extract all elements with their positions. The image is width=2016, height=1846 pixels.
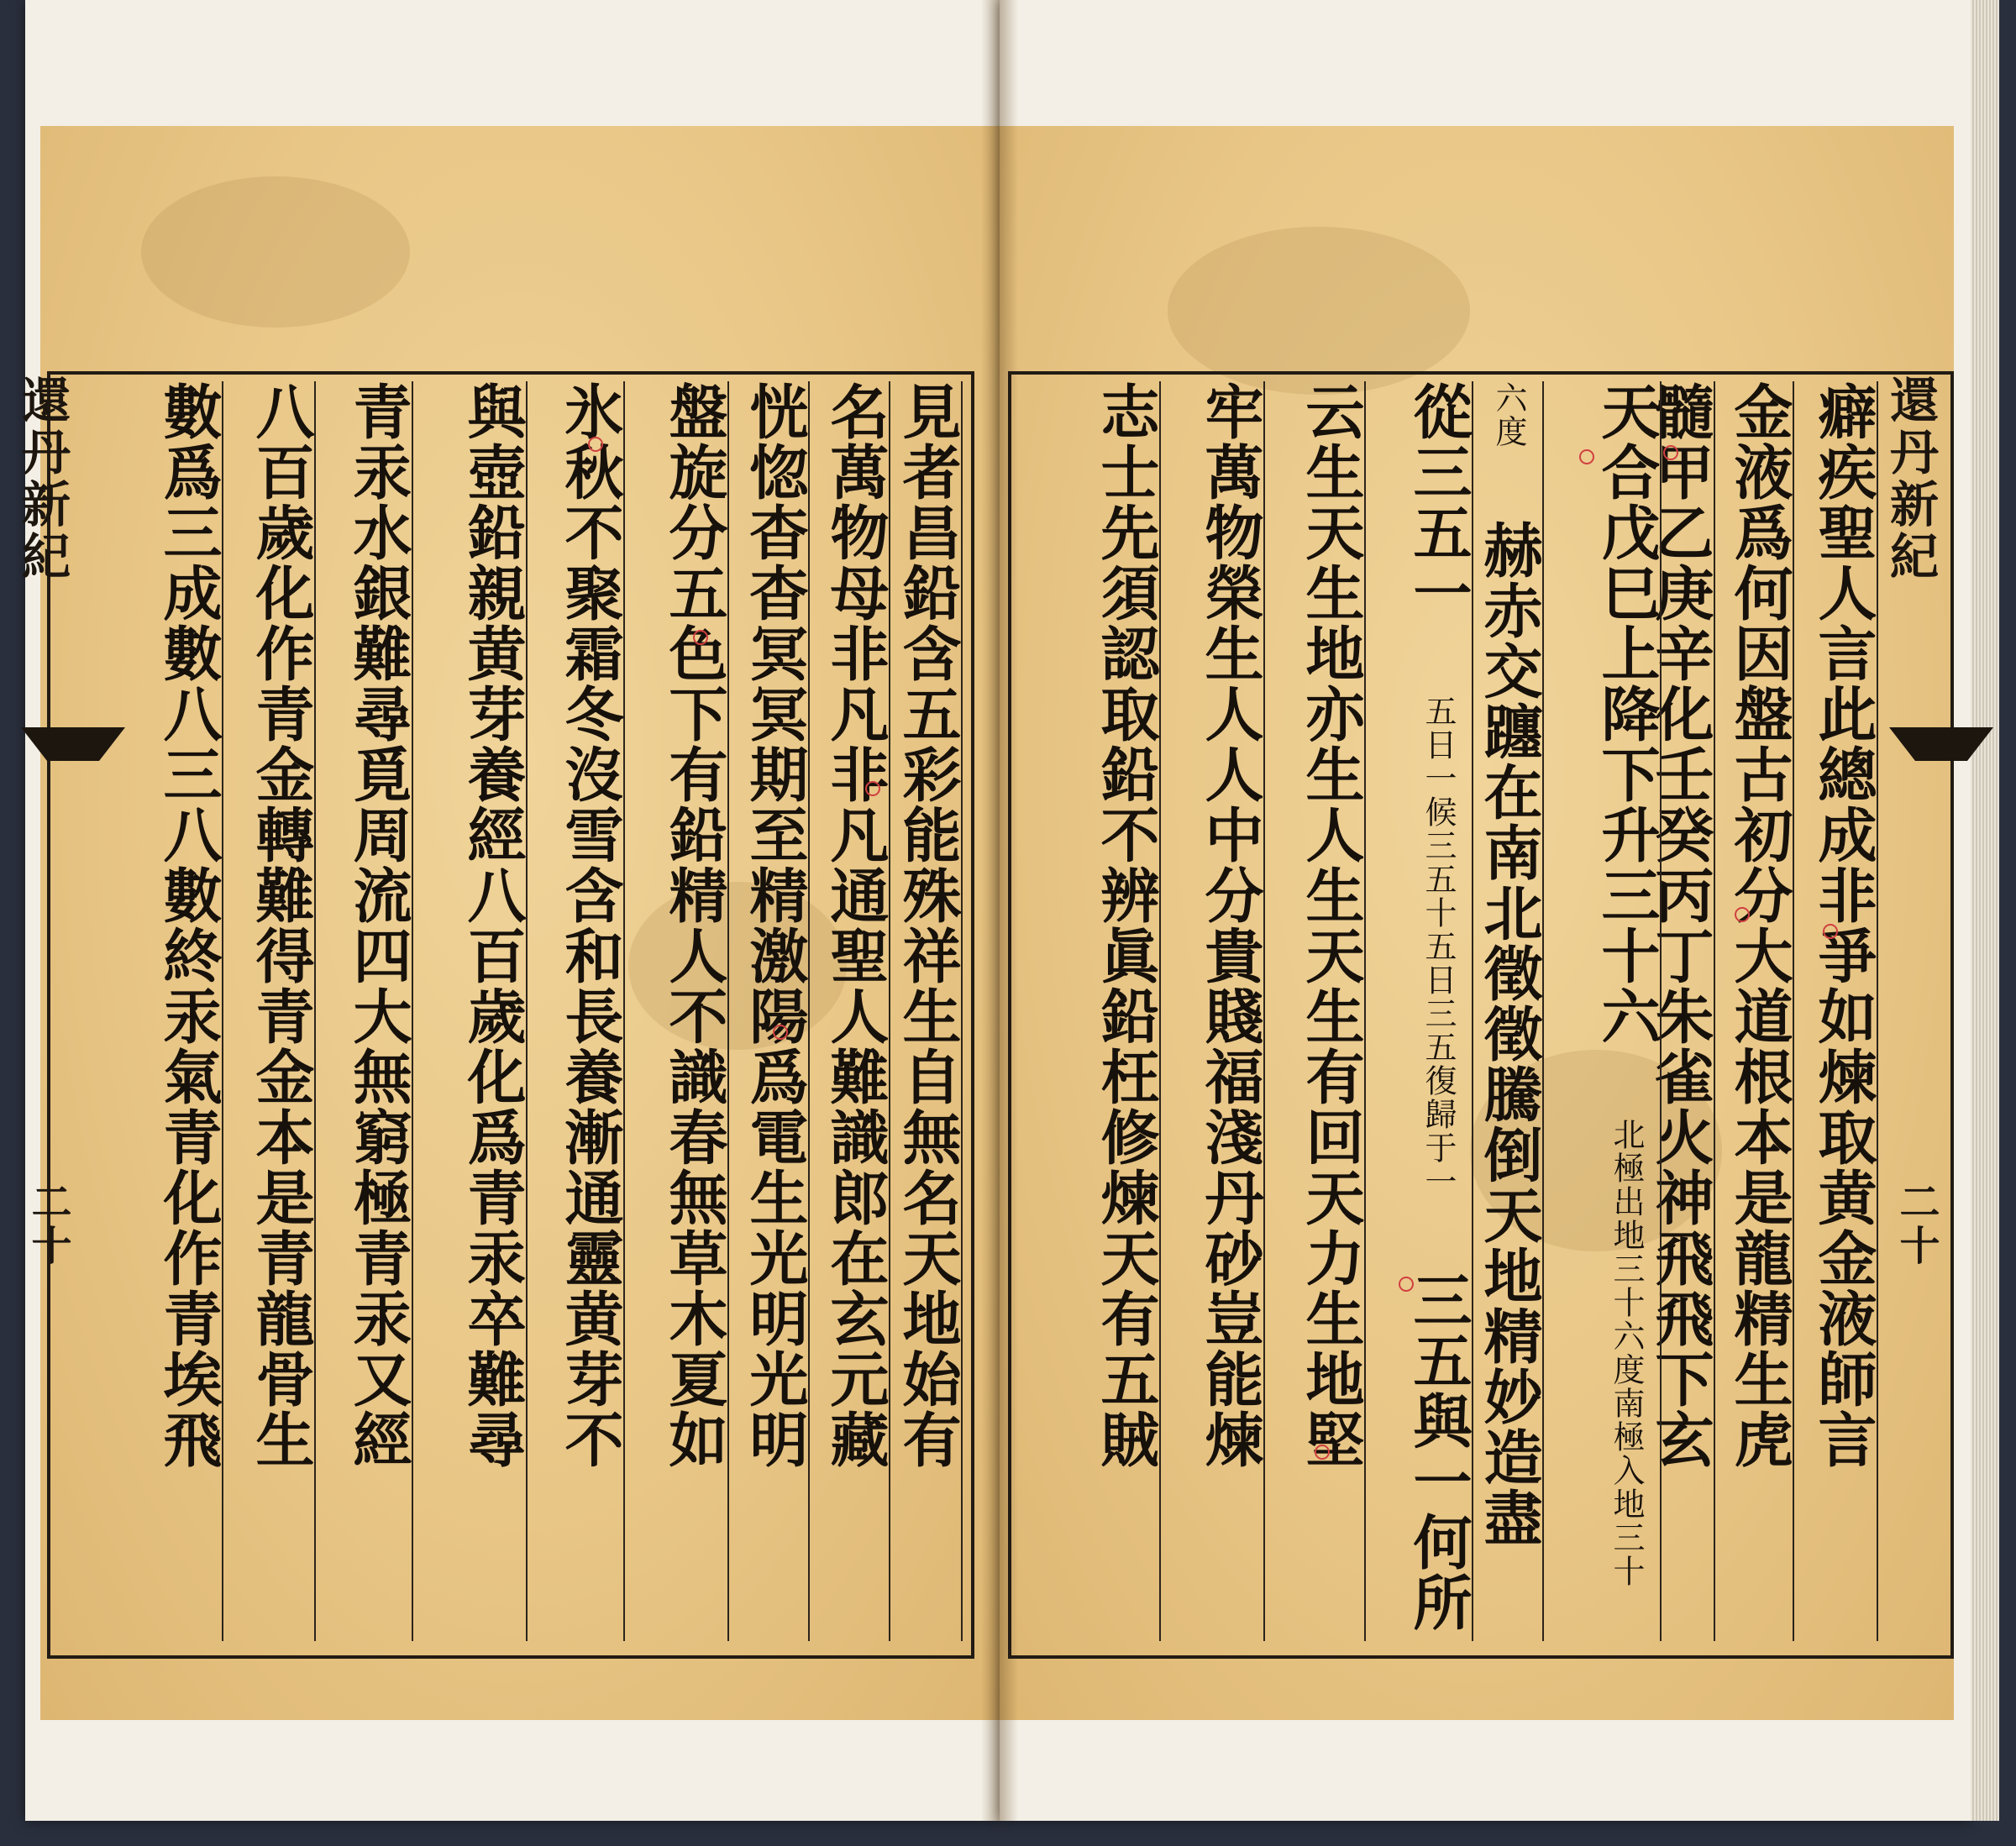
red-punctuation-mark [865, 781, 880, 796]
red-punctuation-mark [1823, 924, 1838, 939]
red-punctuation-mark [693, 630, 708, 645]
red-punctuation-mark [1315, 1445, 1330, 1460]
red-punctuation-mark [588, 437, 603, 452]
text-column [155, 381, 223, 1641]
text-column [1725, 381, 1794, 1641]
right-margin-leaf-text: 二十 [1893, 1181, 1940, 1268]
text-column [894, 381, 963, 1641]
column-text: 志士先須認取鉛不辨眞鉛枉修煉天有五賊 [1091, 381, 1161, 1470]
paper-stain [141, 176, 410, 328]
red-punctuation-mark [1579, 449, 1594, 464]
text-column [741, 381, 810, 1641]
text-column [822, 381, 890, 1641]
red-punctuation-mark [1399, 1277, 1414, 1292]
right-margin-leaf [1885, 1181, 1945, 1433]
page-edges [1971, 0, 1999, 1821]
text-column [660, 381, 729, 1641]
paper-stain [1168, 227, 1470, 395]
left-margin-leaf-text: 二十 [24, 1181, 71, 1268]
column-text: 名萬物母非凡非凡通聖人難識郎在玄元藏 [821, 381, 890, 1470]
fishtail-mark-icon [1889, 727, 1993, 761]
left-margin-title-text: 還丹新紀 [13, 375, 71, 583]
right-margin-title [1882, 375, 1945, 1634]
column-text: 赫赤交躔在南北徵徵騰倒天地精妙造盡 [1474, 520, 1544, 1548]
left-margin-title [13, 375, 77, 1634]
column-text: 云生天生地亦生人生天生有回天力生地堅 [1296, 381, 1366, 1470]
text-column [1475, 381, 1544, 1641]
column-text: 癖疾聖人言此總成非爭如煉取黄金液師言 [1809, 381, 1878, 1470]
text-column [247, 381, 316, 1641]
text-column [556, 381, 625, 1641]
column-text: 三五與一何所 [1404, 1270, 1473, 1633]
red-punctuation-mark [1735, 907, 1750, 922]
text-column [344, 381, 413, 1641]
left-text-block [13, 371, 974, 1659]
text-column [1391, 381, 1473, 1641]
column-note: 六度 [1490, 381, 1527, 448]
text-column [1809, 381, 1878, 1641]
column-text: 數爲三成數八三八數終汞氣青化作青埃飛 [154, 381, 223, 1470]
column-text: 從三五一 [1404, 381, 1473, 623]
column-text: 天合戊巳上降下升三十六 [1592, 381, 1662, 1046]
column-text: 與壺鉛親黄芽養經八百歲化爲青汞卒難尋 [458, 381, 528, 1470]
fishtail-mark-icon [21, 727, 125, 761]
text-column [459, 381, 528, 1641]
column-text: 恍惚杳杳冥冥期至精激陽爲電生光明光明 [740, 381, 810, 1470]
column-text: 八百歲化作青金轉難得青金本是青龍骨生 [246, 381, 316, 1470]
right-margin-title-text: 還丹新紀 [1882, 375, 1939, 583]
red-punctuation-mark [773, 1025, 788, 1040]
column-text: 見者昌鉛含五彩能殊祥生自無名天地始有 [893, 381, 963, 1470]
right-text-block [1008, 371, 1954, 1659]
text-column [1092, 381, 1161, 1641]
column-note: 北極出地三十六度南極入地三十 [1608, 1118, 1645, 1588]
red-punctuation-mark [1663, 445, 1678, 460]
column-text: 青汞水銀難尋覓周流四大無窮極青汞又經 [344, 381, 413, 1470]
column-text: 髓甲乙庚辛化壬癸丙丁朱雀火神飛飛下玄 [1646, 381, 1715, 1470]
column-text: 氷秋不聚霜冬沒雪含和長養漸通靈黄芽不 [555, 381, 625, 1470]
column-note: 五日一候三五十五日三五復歸于一 [1420, 695, 1457, 1198]
text-column [1567, 381, 1662, 1641]
column-text: 盤旋分五色下有鉛精人不識春無草木夏如 [659, 381, 729, 1470]
text-column [1297, 381, 1366, 1641]
left-margin-leaf [17, 1181, 77, 1433]
column-text: 金液爲何因盤古初分大道根本是龍精生虎 [1725, 381, 1794, 1470]
column-text: 牢萬物榮生人人中分貴賤福淺丹砂豈能煉 [1195, 381, 1265, 1470]
text-column [1196, 381, 1265, 1641]
